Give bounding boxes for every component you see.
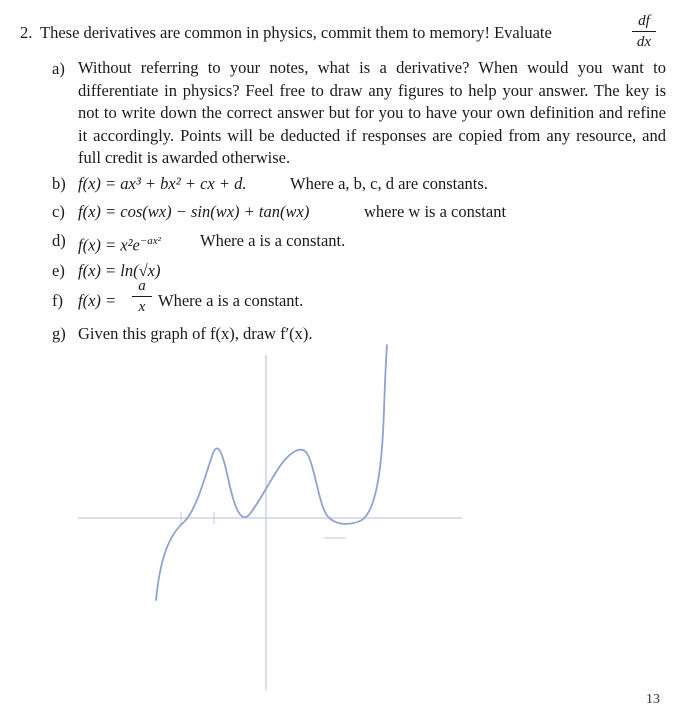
- part-d-label: d): [52, 231, 66, 250]
- part-f-label: f): [52, 291, 63, 310]
- fraction-denominator: x: [138, 299, 146, 315]
- fraction-numerator: a: [138, 278, 146, 294]
- part-g-label: g): [52, 324, 66, 343]
- part-e-label: e): [52, 261, 65, 280]
- part-b-label: b): [52, 174, 66, 193]
- part-e-math: f(x) = ln(√x): [78, 261, 161, 280]
- problem-number: 2.: [20, 23, 33, 42]
- part-b-text: Where a, b, c, d are constants.: [290, 174, 488, 193]
- part-f-math: f(x) =: [78, 291, 117, 310]
- part-d-text: Where a is a constant.: [200, 231, 346, 250]
- page-number: 13: [646, 692, 660, 707]
- fraction-denominator: dx: [636, 34, 652, 50]
- function-curve: [156, 345, 387, 600]
- part-a-label: a): [52, 59, 65, 78]
- part-f-text: Where a is a constant.: [158, 291, 304, 310]
- part-c-label: c): [52, 202, 65, 221]
- part-a-text: Without referring to your notes, what is a derivative? When would you want to differentiate in physics? Feel free to draw any figures to help your answer. The key is not to write down the correct answer but for you to have your own definition and refine it accordingly. Points will be deducted if responses are copied from any resource, and full credit is awarded otherwise.: [78, 58, 666, 168]
- part-b-math: f(x) = ax³ + bx² + cx + d.: [78, 174, 247, 193]
- part-d-base: f(x) = x²e: [78, 235, 140, 255]
- part-c-math: f(x) = cos(wx) − sin(wx) + tan(wx): [78, 202, 310, 221]
- problem-intro: These derivatives are common in physics, commit them to memory! Evaluate: [40, 23, 552, 42]
- fraction-numerator: df: [638, 13, 650, 29]
- part-c-text: where w is a constant: [364, 202, 507, 221]
- part-g-text: Given this graph of f(x), draw f′(x).: [78, 324, 313, 343]
- part-d-exponent: −ax²: [139, 235, 161, 247]
